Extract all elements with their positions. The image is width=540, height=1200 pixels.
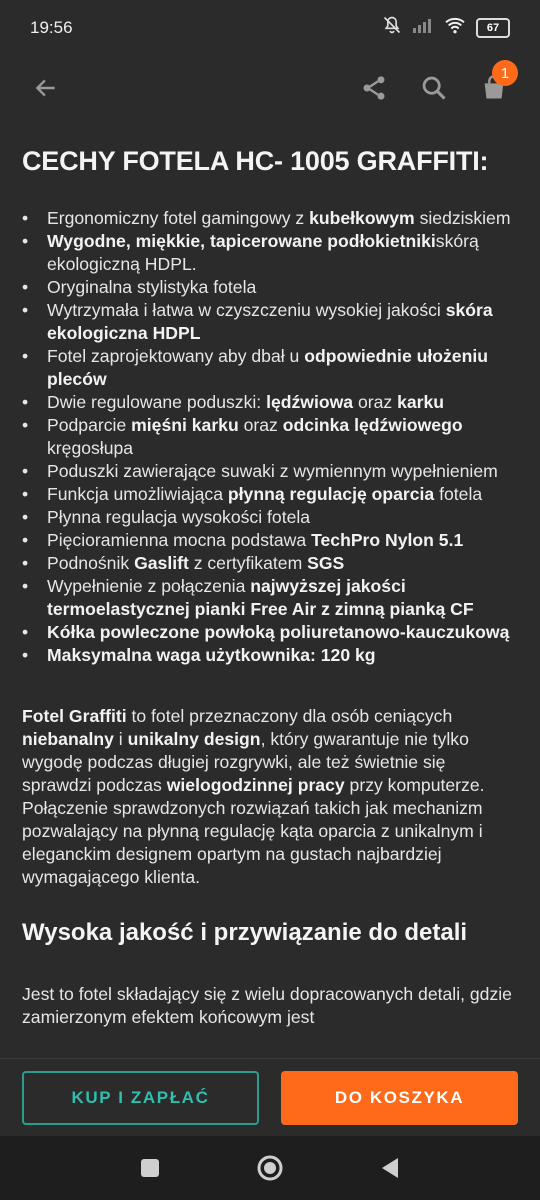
circle-icon: [256, 1154, 284, 1182]
bold-text: wielogodzinnej pracy: [166, 775, 345, 795]
share-icon: [360, 74, 388, 102]
text-segment: Ergonomiczny fotel gamingowy z: [47, 208, 310, 228]
feature-item: [47, 644, 518, 667]
bold-text: TechPro Nylon 5.1: [311, 530, 464, 550]
feature-item: [47, 345, 518, 391]
feature-item: [47, 207, 518, 230]
buy-now-button[interactable]: KUP I ZAPŁAĆ: [22, 1071, 259, 1125]
features-title: CECHY FOTELA HC- 1005 GRAFFITI:: [22, 146, 489, 176]
bold-text: niebanalny: [22, 729, 114, 749]
text-segment: Funkcja umożliwiająca: [47, 484, 228, 504]
feature-item: [47, 506, 518, 529]
bold-text: odpowiednie ułożeniu pleców: [47, 346, 488, 389]
text-segment: skórą ekologiczną HDPL.: [47, 231, 479, 274]
text-segment: siedziskiem: [414, 208, 511, 228]
home-button[interactable]: [250, 1148, 290, 1188]
feature-item: [47, 276, 518, 299]
bold-text: mięśni karku: [131, 415, 239, 435]
bold-text: Fotel Graffiti: [22, 706, 127, 726]
cart-badge: 1: [492, 60, 518, 86]
description-paragraph: [22, 705, 518, 889]
text-segment: oraz: [353, 392, 398, 412]
app-bar: [0, 56, 540, 120]
status-icons: [382, 15, 510, 40]
text-segment: Fotel zaprojektowany aby dbał u: [47, 346, 305, 366]
bold-text: skóra ekologiczna HDPL: [47, 300, 493, 343]
text-segment: to fotel przeznaczony dla osób ceniących: [126, 706, 453, 726]
bold-text: kubełkowym: [309, 208, 415, 228]
feature-item: [47, 230, 518, 276]
feature-item: [47, 575, 518, 621]
bold-text: Gaslift: [134, 553, 189, 573]
bold-text: SGS: [307, 553, 345, 573]
status-time: 19:56: [30, 17, 73, 37]
feature-item: [47, 552, 518, 575]
feature-item: [47, 621, 518, 644]
feature-item: [47, 391, 518, 414]
wifi-icon: [444, 16, 466, 39]
square-icon: [139, 1157, 161, 1179]
search-button[interactable]: [404, 58, 464, 118]
bold-text: Maksymalna waga użytkownika: 120 kg: [47, 645, 376, 665]
text-segment: Pięcioramienna mocna podstawa: [47, 530, 312, 550]
text-segment: Podparcie: [47, 415, 132, 435]
text-segment: Wypełnienie z połączenia: [47, 576, 251, 596]
bold-text: karku: [397, 392, 445, 412]
feature-item: [47, 460, 518, 483]
signal-icon: [412, 17, 434, 38]
back-nav-button[interactable]: [370, 1148, 410, 1188]
text-segment: , który gwarantuje nie tylko wygodę podczas długiej rozgrywki, ale też świetnie się sprawdzi podczas: [22, 729, 469, 795]
search-icon: [420, 74, 448, 102]
share-button[interactable]: [344, 58, 404, 118]
recents-button[interactable]: [130, 1148, 170, 1188]
feature-item: [47, 483, 518, 506]
cart-button[interactable]: [464, 58, 524, 118]
feature-item: [47, 299, 518, 345]
back-button[interactable]: [16, 58, 76, 118]
product-description: [0, 120, 540, 1060]
feature-item: [47, 414, 518, 460]
bold-text: unikalny design: [127, 729, 261, 749]
section-heading: Wysoka jakość i przywiązanie do detali: [22, 919, 468, 946]
text-segment: przy komputerze. Połączenie sprawdzonych rozwiązań takich jak mechanizm pozwalający na płynną regulację kąta oparcia z unikalnym i eleganckim designem opartym na gustach najbardziej wymagającego klienta.: [22, 775, 485, 887]
text-segment: i: [113, 729, 128, 749]
bold-text: płynną regulację oparcia: [227, 484, 435, 504]
triangle-back-icon: [379, 1156, 401, 1180]
back-arrow-icon: [33, 75, 59, 101]
text-segment: Wytrzymała i łatwa w czyszczeniu wysokiej jakości: [47, 300, 446, 320]
text-segment: Płynna regulacja wysokości fotela: [47, 507, 311, 527]
bold-text: lędźwiowa: [266, 392, 354, 412]
add-to-cart-button[interactable]: DO KOSZYKA: [281, 1071, 518, 1125]
purchase-bar: [0, 1058, 540, 1136]
text-segment: Podnośnik: [47, 553, 135, 573]
text-segment: Dwie regulowane poduszki:: [47, 392, 267, 412]
text-segment: Oryginalna stylistyka fotela: [47, 277, 257, 297]
bold-text: najwyższej jakości termoelastycznej pianki Free Air z zimną pianką CF: [47, 576, 474, 619]
features-list: [22, 207, 518, 667]
feature-item: [47, 529, 518, 552]
bold-text: Kółka powleczone powłoką poliuretanowo-kauczukową: [47, 622, 510, 642]
text-segment: Poduszki zawierające suwaki z wymiennym wypełnieniem: [47, 461, 498, 481]
bold-text: odcinka lędźwiowego: [282, 415, 463, 435]
text-segment: fotela: [434, 484, 483, 504]
text-segment: kręgosłupa: [47, 438, 134, 458]
text-segment: z certyfikatem: [188, 553, 308, 573]
mute-icon: [382, 15, 402, 40]
more-paragraph: Jest to fotel składający się z wielu dopracowanych detali, gdzie zamierzonym efektem końcowym jest: [22, 984, 512, 1027]
text-segment: oraz: [238, 415, 283, 435]
status-bar: [0, 0, 540, 55]
bold-text: Wygodne, miękkie, tapicerowane podłokietniki: [47, 231, 436, 251]
system-nav-bar: [0, 1136, 540, 1200]
battery-indicator: 67: [476, 18, 510, 38]
